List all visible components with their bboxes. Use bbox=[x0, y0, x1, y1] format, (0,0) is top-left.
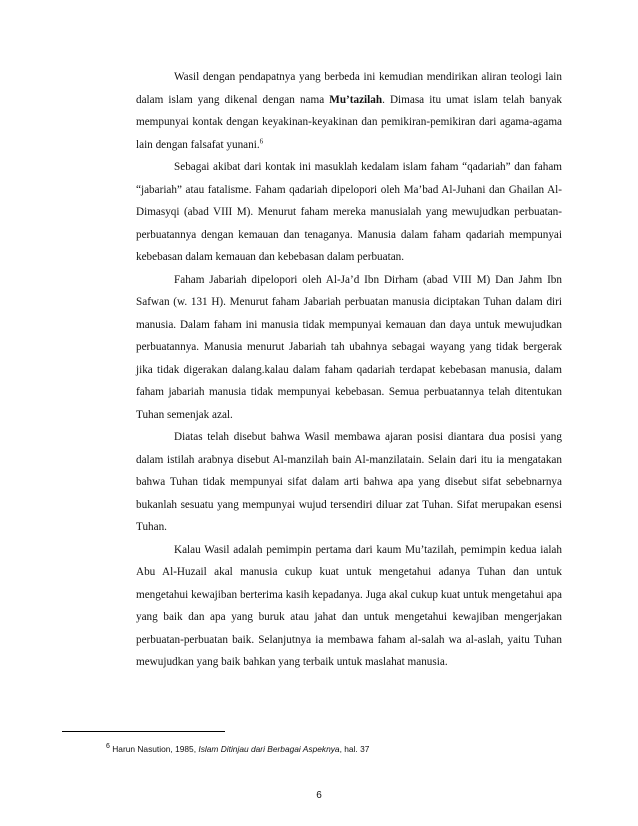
footnote bbox=[106, 744, 566, 754]
paragraph-3: Faham Jabariah dipelopori oleh Al-Ja’d Ibn Dirham (abad VIII M) Dan Jahm Ibn Safwan (w. 131 H). Menurut faham Jabariah perbuatan manusia diciptakan Tuhan dalam diri manusia. Dalam faham ini manusia tidak mempunyai kemauan dan daya untuk mewujudkan perbuatannya. Manusia menurut Jabariah tah ubahnya sebagai wayang yang tidak bergerak jika tidak digerakan dalang.kalau dalam faham qadariah terdapat kebebasan manusia, dalam faham jabariah manusia tidak mempunyai kebebasan. Semua perbuatannya telah ditentukan Tuhan semenjak azal. bbox=[136, 273, 562, 421]
body-text bbox=[136, 66, 562, 674]
term-mutazilah: Mu’tazilah bbox=[329, 93, 383, 106]
footnote-author: Harun Nasution, 1985, bbox=[109, 744, 199, 754]
paragraph-2: Sebagai akibat dari kontak ini masuklah kedalam islam faham “qadariah” dan faham “jabariah” atau fatalisme. Faham qadariah dipelopori oleh Ma’bad Al-Juhani dan Ghailan Al-Dimasyqi (abad VIII M). Menurut faham mereka manusialah yang mewujudkan perbuatan-perbuatannya dengan kemauan dan tenaganya. Manusia dalam faham qadariah mempunyai kebebasan dalam kemauan dan kebebasan dalam perbuatan. bbox=[136, 161, 562, 263]
footnote-rest: , hal. 37 bbox=[339, 744, 370, 754]
paragraph-4: Diatas telah disebut bahwa Wasil membawa ajaran posisi diantara dua posisi yang dalam istilah arabnya disebut Al-manzilah bain Al-manzilatain. Selain dari itu ia mengatakan bahwa Tuhan tidak mempunyai sifat dalam arti bahwa apa yang disebut sifat sebebnarnya bukanlah sesuatu yang mempunyai wujud tersendiri diluar zat Tuhan. Sifat merupakan esensi Tuhan. bbox=[136, 431, 562, 533]
footnote-ref[interactable]: 6 bbox=[259, 136, 264, 145]
footnote-number: 6 bbox=[106, 743, 110, 751]
paragraph-1: Wasil dengan pendapatnya yang berbeda ini kemudian mendirikan aliran teologi lain dalam islam yang dikenal dengan nama Mu’tazilah. Dimasa itu umat islam telah banyak mempunyai kontak dengan keyakinan-keyakinan dan pemikiran-pemikiran dari agama-agama lain dengan falsafat yunani.$^6$ bbox=[136, 71, 562, 151]
page-number: 6 bbox=[316, 790, 322, 801]
paragraph-5: Kalau Wasil adalah pemimpin pertama dari kaum Mu’tazilah, pemimpin kedua ialah Abu Al-Huzail akal manusia cukup kuat untuk mengetahui adanya Tuhan dan untuk mengetahui kewajiban berterima kasih kepadanya. Juga akal cukup kuat untuk mengetahui apa yang baik dan apa yang buruk atau jahat dan untuk mengetahui kewajiban mengerjakan perbuatan-perbuatan baik. Selanjutnya ia membawa faham al-salah wa al-aslah, yaitu Tuhan mewujudkan yang baik bahkan yang terbaik untuk maslahat manusia. bbox=[136, 543, 562, 668]
footnote-title: Islam Ditinjau dari Berbagai Aspeknya bbox=[198, 744, 340, 754]
footnote-divider bbox=[62, 731, 225, 732]
